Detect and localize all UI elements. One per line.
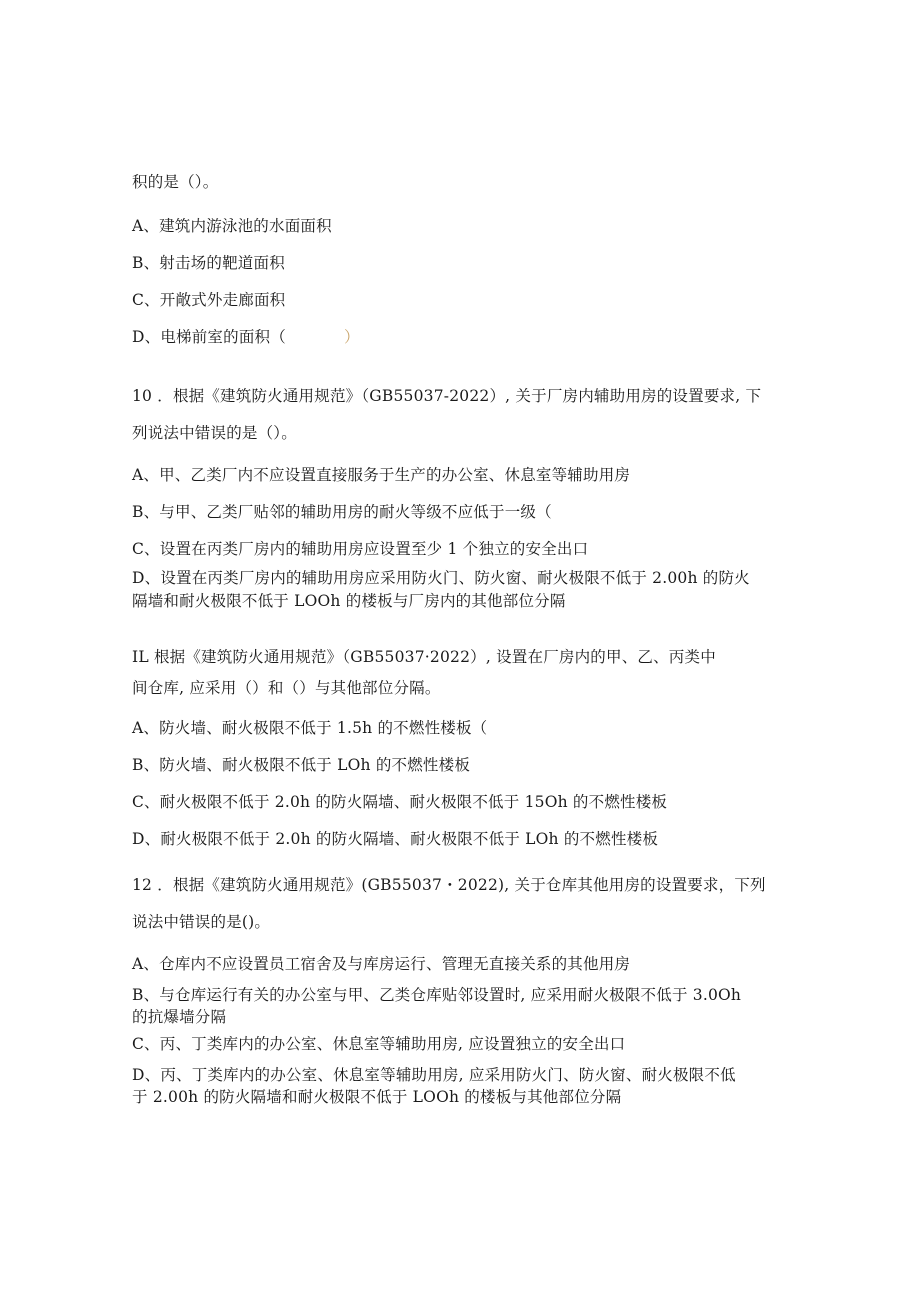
q11-stem-line1: IL 根据《建筑防火通用规范》（GB55037·2022）, 设置在厂房内的甲、乙、丙类中 (132, 648, 716, 666)
q10-stem-line2: 列说法中错误的是（）。 (132, 424, 297, 442)
q9-option-a: A、建筑内游泳池的水面面积 (132, 217, 332, 235)
q10-stem-line1: 10 ．根据《建筑防火通用规范》（GB55037-2022）, 关于厂房内辅助用房的设置要求, 下 (132, 387, 762, 405)
q12-option-d-line2: 于 2.00h 的防火隔墙和耐火极限不低于 LOOh 的楼板与其他部位分隔 (132, 1088, 622, 1106)
q11-option-a: A、防火墙、耐火极限不低于 1.5h 的不燃性楼板（ (132, 719, 488, 737)
q11-option-c: C、耐火极限不低于 2.0h 的防火隔墙、耐火极限不低于 15Oh 的不燃性楼板 (132, 793, 668, 811)
q11-option-b: B、防火墙、耐火极限不低于 LOh 的不燃性楼板 (132, 756, 471, 774)
q11-option-d: D、耐火极限不低于 2.0h 的防火隔墙、耐火极限不低于 LOh 的不燃性楼板 (132, 830, 659, 848)
q10-option-b: B、与甲、乙类厂贴邻的辅助用房的耐火等级不应低于一级（ (132, 503, 552, 521)
q12-stem-line1: 12 ．根据《建筑防火通用规范》(GB55037・2022), 关于仓库其他用房的设置要求，下列 (132, 876, 766, 894)
q9-option-c: C、开敞式外走廊面积 (132, 291, 286, 309)
q12-option-b-line1: B、与仓库运行有关的办公室与甲、乙类仓库贴邻设置时, 应采用耐火极限不低于 3.0Oh (132, 986, 742, 1004)
q12-option-a: A、仓库内不应设置员工宿舍及与库房运行、管理无直接关系的其他用房 (132, 955, 631, 973)
q10-option-a: A、甲、乙类厂内不应设置直接服务于生产的办公室、休息室等辅助用房 (132, 466, 631, 484)
q10-option-c: C、设置在丙类厂房内的辅助用房应设置至少 1 个独立的安全出口 (132, 540, 589, 558)
q10-option-d-line1: D、设置在丙类厂房内的辅助用房应采用防火门、防火窗、耐火极限不低于 2.00h 的防火 (132, 569, 750, 587)
q12-option-c: C、丙、丁类库内的办公室、休息室等辅助用房, 应设置独立的安全出口 (132, 1035, 626, 1053)
q12-option-b-line2: 的抗爆墙分隔 (132, 1008, 227, 1026)
q9-option-d-answer-mark: ） (343, 328, 360, 346)
q12-option-d-line1: D、丙、丁类库内的办公室、休息室等辅助用房, 应采用防火门、防火窗、耐火极限不低 (132, 1066, 736, 1084)
q9-option-b: B、射击场的靶道面积 (132, 254, 285, 272)
q9-option-d-text: D、电梯前室的面积（ (132, 328, 286, 346)
q11-stem-line2: 间仓库, 应采用（）和（）与其他部位分隔。 (132, 679, 441, 697)
q9-stem-end: 积的是（）。 (132, 173, 219, 191)
q9-option-d (132, 327, 360, 347)
q12-stem-line2: 说法中错误的是()。 (132, 913, 271, 931)
q10-option-d-line2: 隔墙和耐火极限不低于 LOOh 的楼板与厂房内的其他部位分隔 (132, 592, 566, 610)
